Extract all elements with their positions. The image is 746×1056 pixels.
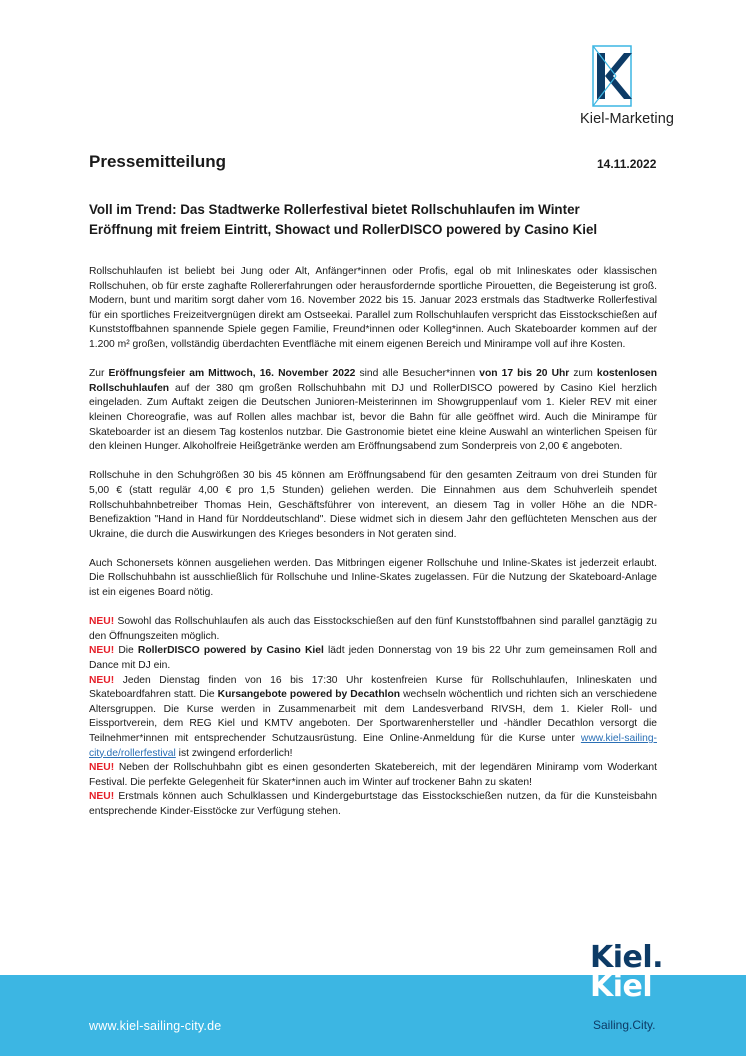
text-run: Neben der Rollschuhbahn gibt es einen gesonderten Skatebereich, mit der legendären Miniramp vom Woderkant Festival. Die perfekte Gelegenheit für Skater*innen auch im Winter auf trockener Bahn zu skaten! [89, 762, 657, 788]
rollerdisco-bold: RollerDISCO powered by Casino Kiel [137, 645, 324, 657]
rollerfestival-link[interactable]: www.kiel-sailing-city.de/rollerfestival [89, 733, 657, 759]
text-run: wechseln wöchentlich und richten sich an verschiedene Altersgruppen. Die Kurse werden in Zusammenarbeit mit dem Landesverband RIVSH, dem 1. Kieler Roll- und Eissportverein, dem REG Kiel und KMTV angeboten. Der Sportwarenhersteller und -händler Decathlon versorgt die Teilnehmer*innen mit entsprechender Schutzausrüstung. Eine Online-Anmeldung für die Kurse unter [89, 689, 657, 744]
press-headline [89, 200, 669, 240]
kiel-sailing-city-logo [590, 940, 690, 1004]
news-item-schools [89, 790, 657, 819]
news-item-rollerdisco [89, 644, 657, 673]
opening-date-bold: Eröffnungsfeier am Mittwoch, 16. November 2022 [108, 368, 356, 380]
text-run: ist zwingend erforderlich! [175, 747, 293, 759]
text-run: Jeden Dienstag finden von 16 bis 17:30 Uhr kostenfreien Kurse für Rollschuhlaufen, Inlineskaten und Skateboardfahren statt. Die [89, 674, 657, 701]
text-run: lädt jeden Donnerstag von 19 bis 22 Uhr zum gemeinsamen Roll and Dance mit DJ ein. [89, 645, 657, 672]
neu-badge: NEU! [89, 674, 115, 686]
paragraph-intro: Rollschuhlaufen ist beliebt bei Jung oder Alt, Anfänger*innen oder Profis, egal ob mit Inlineskates oder klassischen Rollschuhen, ob für erste zaghafte Rollererfahrungen oder herausfordernde sportliche Pirouetten, die Begeisterung ist groß. Modern, bunt und maritim sorgt daher vom 16. November 2022 bis 15. Januar 2023 erstmals das Stadtwerke Rollerfestival für ein sportliches Freizeitvergnügen direkt am Ostseekai. Parallel zum Rollschuhlaufen verspricht das Eisstockschießen auf Kunststoffbahnen spannende Spiele gegen Familie, Freund*innen oder Kolleg*innen. Auch Skateboarder kommen auf der 1.200 m² großen, vollständig überdachten Eventfläche mit einem eigenen Bereich und Minirampe voll auf ihre Kosten. [89, 266, 657, 350]
headline-line-1: Voll im Trend: Das Stadtwerke Rollerfestival bietet Rollschuhlaufen im Winter [89, 202, 580, 217]
news-item-courses [89, 674, 657, 762]
text-run: sind alle Besucher*innen [355, 368, 480, 380]
paragraph-opening [89, 367, 657, 455]
footer-url[interactable]: www.kiel-sailing-city.de [89, 1019, 222, 1033]
courses-bold: Kursangebote powered by Decathlon [217, 689, 401, 701]
free-skating-bold: kostenlosen Rollschuhlaufen [89, 368, 657, 394]
brand-name: Kiel-Marketing [580, 111, 675, 127]
kiel-marketing-logo [580, 45, 680, 127]
text-run: zum [569, 368, 597, 380]
paragraph-equipment: Auch Schonersets können ausgeliehen werden. Das Mitbringen eigener Rollschuhe und Inline-Skates ist jederzeit erlaubt. Die Rollschuhbahn ist ausschließlich für Rollschuhe und Inline-Skates zugelassen. Für die Nutzung der Skateboard-Anlage ist ein eigenes Board nötig. [89, 557, 657, 599]
press-body [89, 265, 657, 820]
logo-tagline: Sailing.City. [593, 1018, 656, 1032]
neu-badge: NEU! [89, 762, 115, 774]
neu-badge: NEU! [89, 645, 115, 657]
paragraph-rental: Rollschuhe in den Schuhgrößen 30 bis 45 können am Eröffnungsabend für den gesamten Zeitraum von drei Stunden für 5,00 € (statt regulär 4,00 € pro 1,5 Stunden) geliehen werden. Die Einnahmen aus dem Schuhverleih spendet Rollschuhbahnbetreiber Thomas Hein, Geschäftsführer von interevent, an diesem Tag in voller Höhe an die NDR-Benefizaktion "Hand in Hand für Norddeutschland". Diese widmet sich in diesem Jahr den geflüchteten Menschen aus der Ukraine, die durch die Auswirkungen des Krieges besonders in Not geraten sind. [89, 470, 657, 540]
neu-badge: NEU! [89, 791, 115, 803]
release-date: 14.11.2022 [597, 157, 657, 171]
opening-time-bold: von 17 bis 20 Uhr [479, 368, 570, 380]
text-run: auf der 380 qm großen Rollschuhbahn mit DJ und RollerDISCO powered by Casino Kiel herzlich eingeladen. Zum Auftakt zeigen die Deutschen Junioren-Meisterinnen im Showgruppenlauf vom 1. Kieler REV mit einer kleinen Choreografie, was auf Rollen alles machbar ist, bevor die Bahn für alle geöffnet wird. Auch die Minirampe für Skateboarder ist an diesem Tag kostenlos nutzbar. Die Gastronomie bietet eine kleine Auswahl an winterlichen Speisen für den kleinen Hunger. Alkoholfreie Heißgetränke werden am Eröffnungsabend zum Sonderpreis von 2,00 € angeboten. [89, 382, 657, 453]
text-run: Erstmals können auch Schulklassen und Kindergeburtstage das Eisstockschießen nutzen, da für die Kunsteisbahn entsprechende Kinder-Eisstöcke zur Verfügung stehen. [89, 791, 657, 817]
logo-word: Kiel. [590, 940, 664, 975]
document-type-title: Pressemitteilung [89, 152, 226, 171]
headline-line-2: Eröffnung mit freiem Eintritt, Showact und RollerDISCO powered by Casino Kiel [89, 222, 598, 237]
text-run: Die [114, 645, 138, 657]
text-run: Sowohl das Rollschuhlaufen als auch das Eisstockschießen auf den fünf Kunststoffbahnen sind parallel ganztägig zu den Öffnungszeiten möglich. [89, 616, 657, 642]
logo-word-mirrored: Kiel [590, 969, 653, 1004]
news-item-skatearea [89, 761, 657, 790]
k-mark-icon [592, 45, 632, 107]
text-run: Zur [89, 368, 109, 380]
neu-badge: NEU! [89, 616, 115, 628]
news-item-parallel [89, 615, 657, 644]
